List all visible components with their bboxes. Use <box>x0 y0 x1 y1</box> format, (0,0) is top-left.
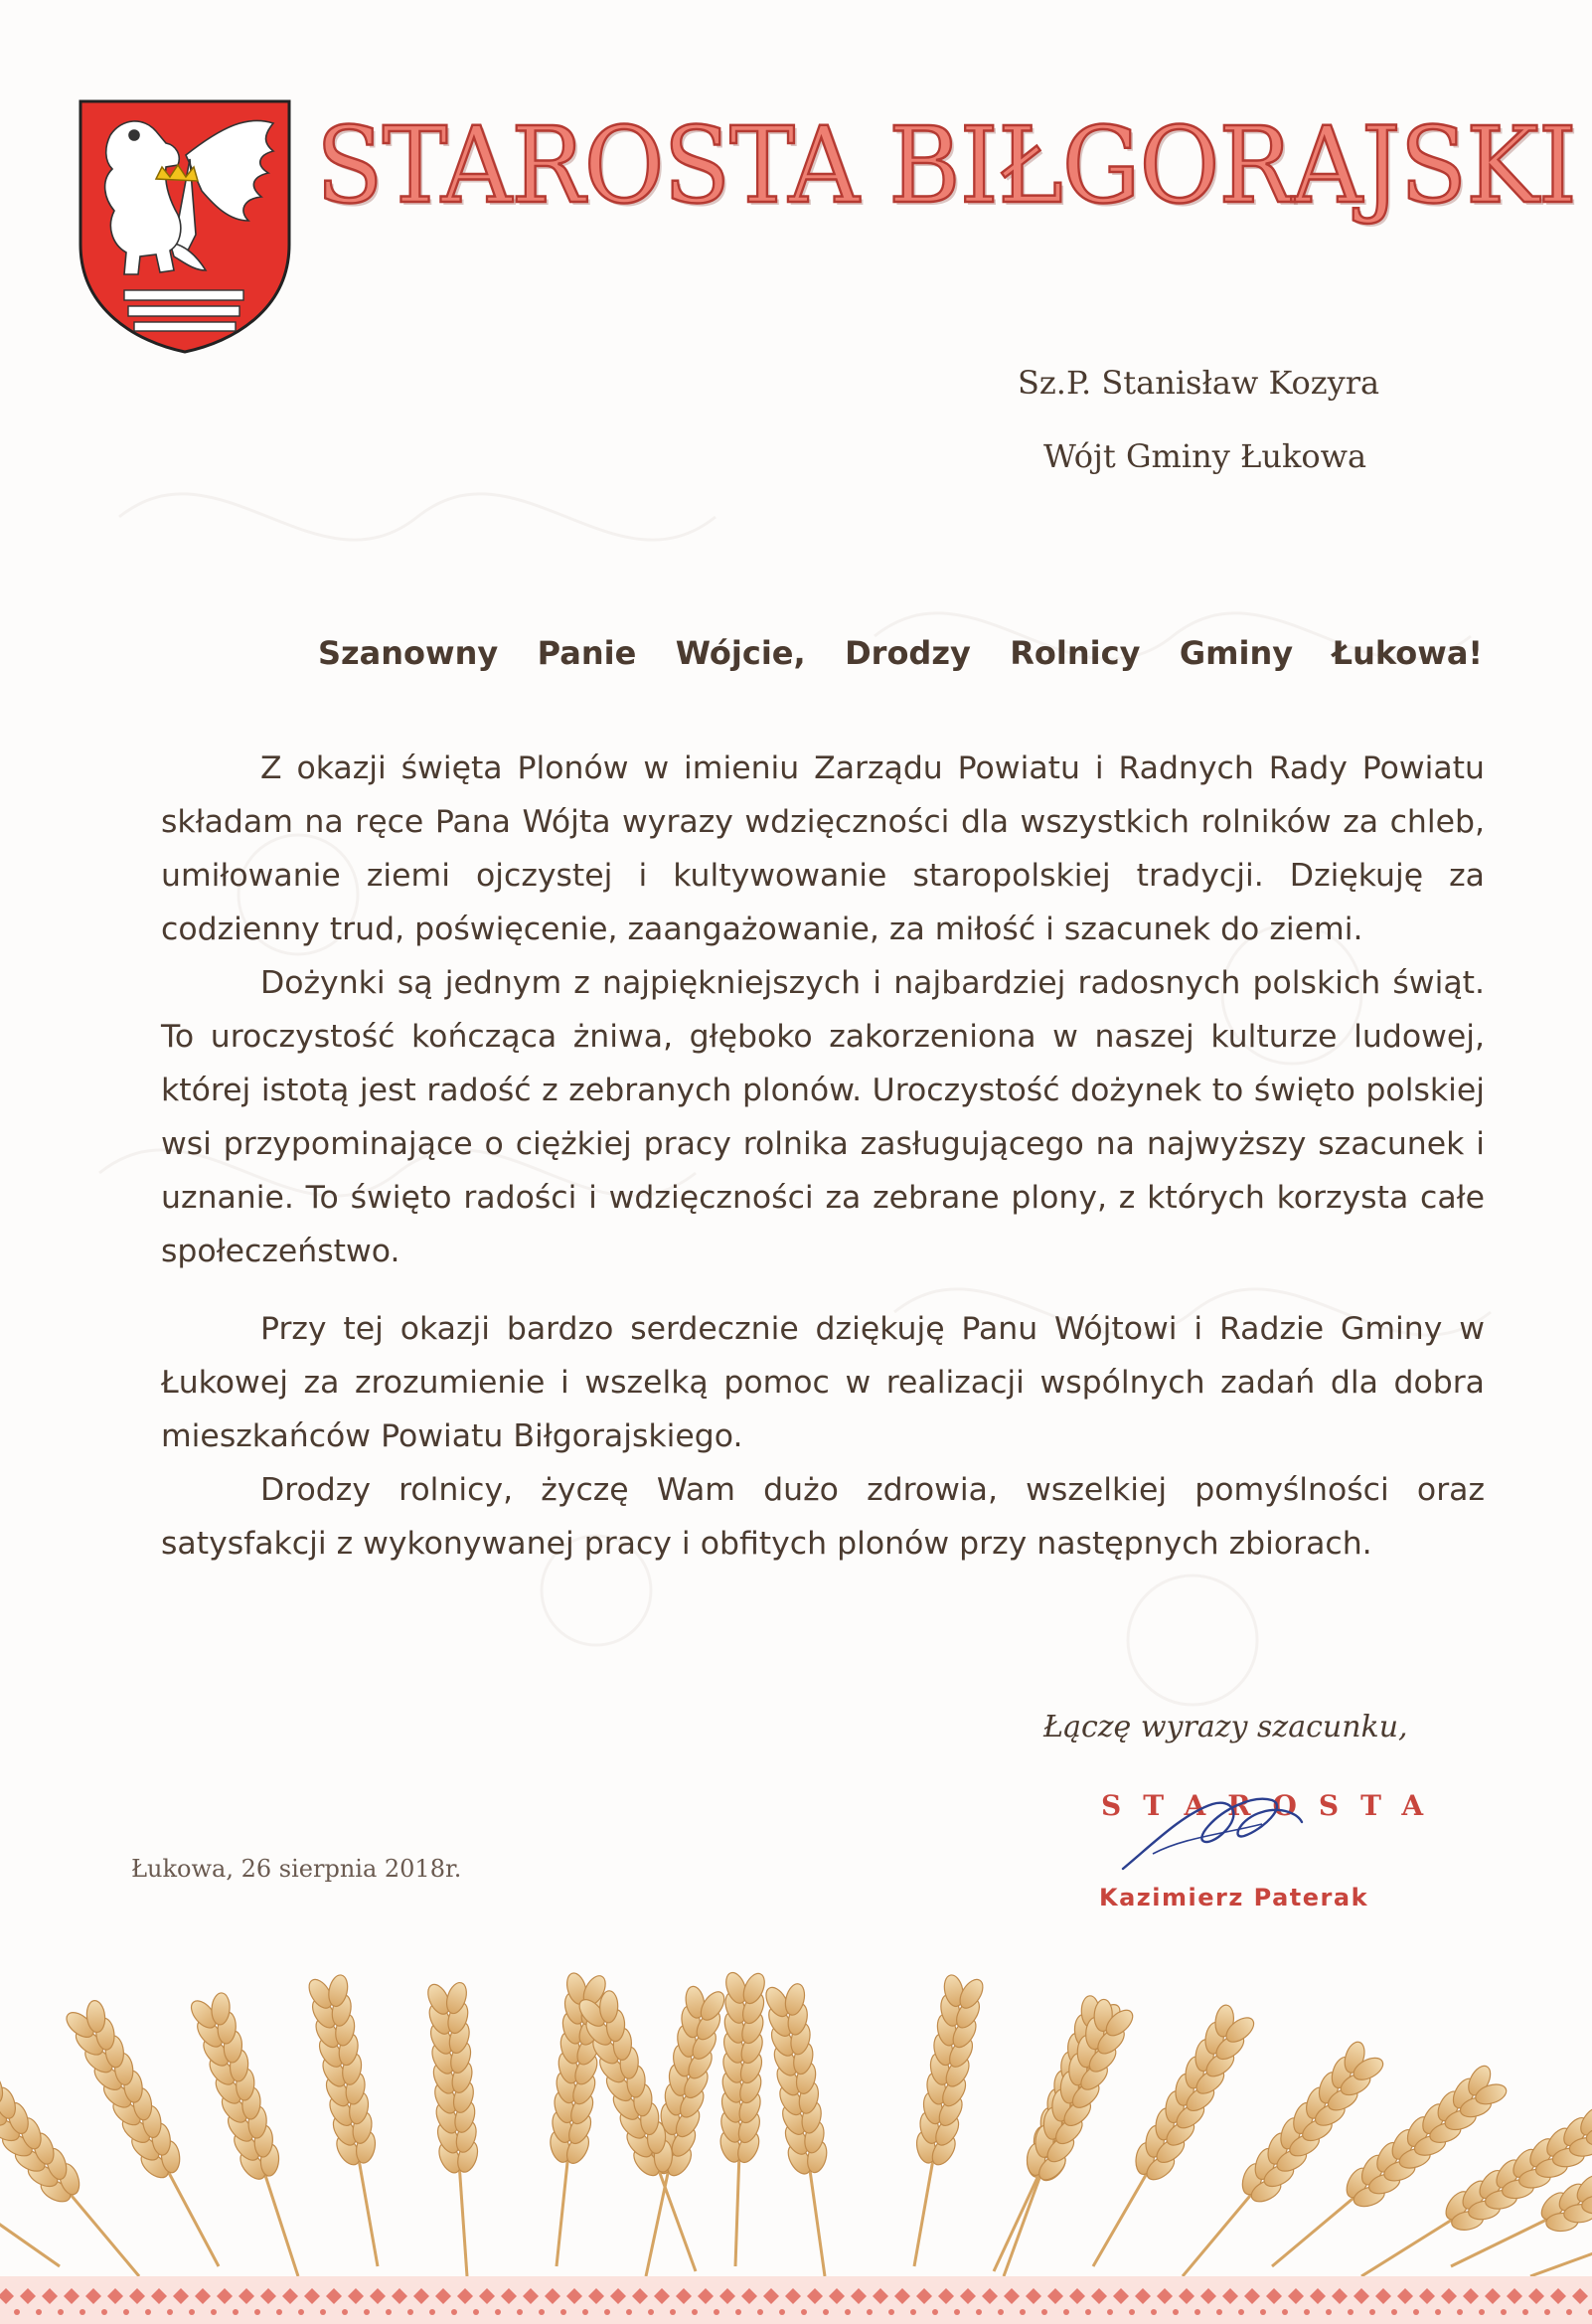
salutation-word: Drodzy <box>845 634 971 672</box>
wheat-ear <box>303 1970 400 2270</box>
salutation-word: Wójcie, <box>675 634 806 672</box>
body-paragraph-2: Dożynki są jednym z najpiękniejszych i najbardziej radosnych polskich świąt. To uroczystość kończąca żniwa, głęboko zakorzeniona w naszej kulturze ludowej, której istotą jest radość z zebranych plonów. Uroczystość dożynek to święto polskiej wsi przypominające o ciężkiej pracy rolnika zasługującego na najwyższy szacunek i uznanie. To święto radości i wdzięczności za zebrane plony, z których korzysta całe społeczeństwo. <box>161 965 1485 1269</box>
salutation <box>318 634 1483 672</box>
body-paragraph-3: Przy tej okazji bardzo serdecznie dziękuję Panu Wójtowi i Radzie Gminy w Łukowej za zrozumienie i wszelką pomoc w realizacji wspólnych zadań dla dobra mieszkańców Powiatu Biłgorajskiego. <box>161 1311 1485 1454</box>
stamp-name: Kazimierz Paterak <box>1099 1884 1369 1911</box>
salutation-word: Gminy <box>1179 634 1294 672</box>
wheat-ear <box>1257 2058 1513 2283</box>
letterhead <box>316 91 1576 241</box>
wheat-ear <box>423 1979 490 2278</box>
salutation-word: Rolnicy <box>1010 634 1141 672</box>
body-paragraph-1: Z okazji święta Plonów w imieniu Zarządu Powiatu i Radnych Rady Powiatu składam na ręce Pana Wójta wyrazy wdzięczności dla wszystkich rolników za chleb, umiłowanie ziemi ojczystej i kultywowanie staropolskiej tradycji. Dziękuję za codzienny trud, poświęcenie, zaangażowanie, za miłość i szacunek do ziemi. <box>161 750 1485 947</box>
addressee-title: Wójt Gminy Łukowa <box>1043 437 1367 475</box>
closing-phrase: Łączę wyrazy szacunku, <box>1043 1710 1408 1744</box>
wheat-ear <box>973 1993 1140 2281</box>
coat-of-arms-icon <box>75 95 295 356</box>
salutation-word: Łukowa! <box>1332 634 1483 672</box>
handwritten-signature-icon <box>1113 1774 1312 1884</box>
stamp-title: STAROSTA <box>1101 1789 1446 1822</box>
wheat-ear <box>760 1979 848 2279</box>
salutation-word: Szanowny <box>318 634 499 672</box>
addressee-block <box>954 353 1401 500</box>
letterhead-title: STAROSTA BIŁGORAJSKI <box>316 104 1576 227</box>
addressee-name: Sz.P. Stanisław Kozyra <box>1018 364 1380 402</box>
wheat-decoration-icon <box>0 1948 1592 2324</box>
wheat-ear <box>713 1969 769 2267</box>
wheat-ear <box>891 1970 989 2270</box>
body-paragraph-4: Drodzy rolnicy, życzę Wam dużo zdrowia, wszelkiej pomyślności oraz satysfakcji z wykonywanej pracy i obfitych plonów przy następnych zbiorach. <box>161 1472 1485 1562</box>
place-date: Łukowa, 26 sierpnia 2018r. <box>131 1855 462 1883</box>
salutation-word: Panie <box>537 634 637 672</box>
letter-body <box>161 742 1485 1571</box>
